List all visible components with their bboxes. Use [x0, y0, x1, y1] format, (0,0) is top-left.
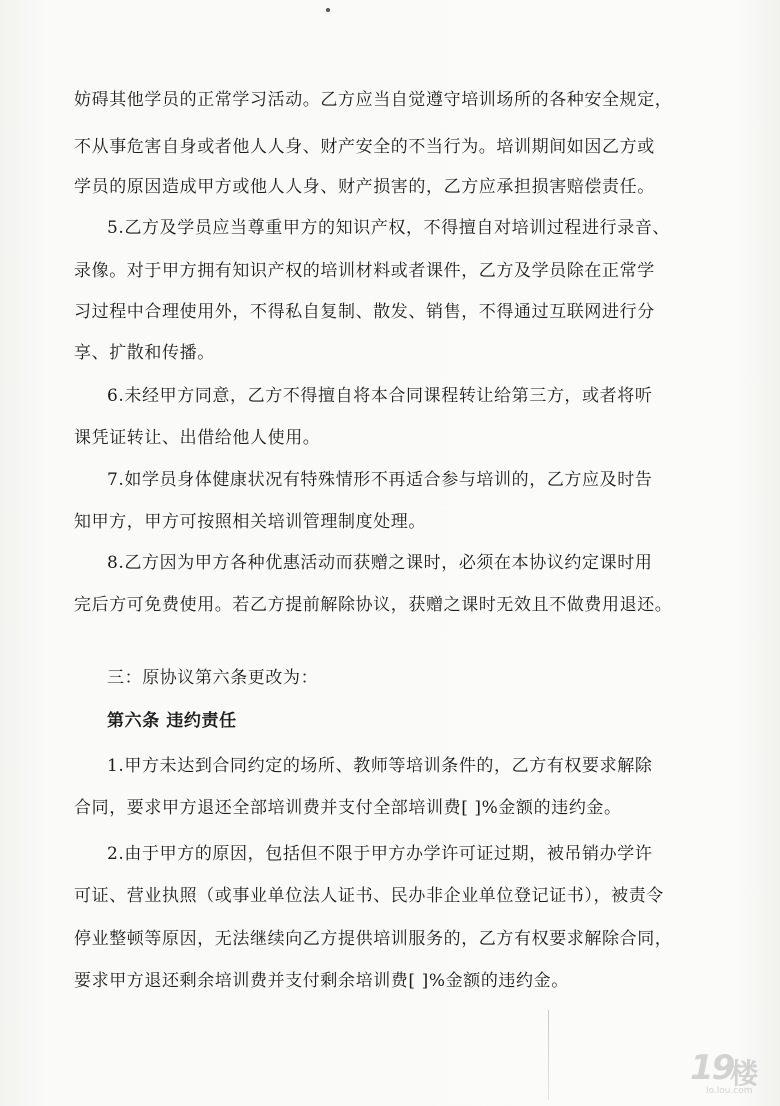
site-watermark	[688, 1046, 768, 1098]
breach-clause-2-line-4: 要求甲方退还剩余培训费并支付剩余培训费[ ]%金额的违约金。	[74, 971, 569, 991]
clause-5-line-2: 录像。对于甲方拥有知识产权的培训材料或者课件，乙方及学员除在正常学	[74, 261, 655, 281]
breach-clause-2-line-3: 停业整顿等原因，无法继续向乙方提供培训服务的，乙方有权要求解除合同，	[74, 929, 673, 949]
watermark-number: 19	[690, 1048, 734, 1088]
paragraph-4-line-3: 不从事危害自身或者他人人身、财产安全的不当行为。培训期间如因乙方或	[74, 137, 655, 157]
clause-5-line-1: 5.乙方及学员应当尊重甲方的知识产权，不得擅自对培训过程进行录音、	[107, 218, 671, 238]
clause-5-line-4: 享、扩散和传播。	[74, 343, 215, 363]
breach-clause-1-line-1: 1.甲方未达到合同约定的场所、教师等培训条件的，乙方有权要求解除	[107, 756, 653, 776]
clause-8-line-1: 8.乙方因为甲方各种优惠活动而获赠之课时，必须在本协议约定课时用	[107, 553, 653, 573]
watermark-char: 楼	[730, 1057, 759, 1090]
breach-clause-2-line-1: 2.由于甲方的原因，包括但不限于甲方办学许可证过期，被吊销办学许	[107, 844, 653, 864]
clause-5-line-3: 习过程中合理使用外，不得私自复制、散发、销售，不得通过互联网进行分	[74, 302, 655, 322]
clause-8-line-2: 完后方可免费使用。若乙方提前解除协议，获赠之课时无效且不做费用退还。	[74, 595, 673, 615]
breach-clause-2-line-2: 可证、营业执照（或事业单位法人证书、民办非企业单位登记证书），被责令	[74, 886, 664, 906]
paragraph-4-line-4: 学员的原因造成甲方或他人人身、财产损害的，乙方应承担损害赔偿责任。	[74, 177, 655, 197]
page-fold-mark	[548, 1010, 549, 1100]
article-six-title: 第六条 违约责任	[107, 711, 237, 731]
section-three-heading: 三：原协议第六条更改为：	[107, 668, 319, 688]
clause-6-line-1: 6.未经甲方同意，乙方不得擅自将本合同课程转让给第三方，或者将听	[107, 386, 653, 406]
clause-7-line-2: 知甲方，甲方可按照相关培训管理制度处理。	[74, 512, 426, 532]
paragraph-4-line-2: 妨碍其他学员的正常学习活动。乙方应当自觉遵守培训场所的各种安全规定，	[74, 90, 673, 110]
watermark-url: lo.lou.com	[706, 1086, 753, 1096]
scan-speck	[326, 8, 330, 12]
clause-6-line-2: 课凭证转让、出借给他人使用。	[74, 428, 321, 448]
clause-7-line-1: 7.如学员身体健康状况有特殊情形不再适合参与培训的，乙方应及时告	[107, 470, 653, 490]
breach-clause-1-line-2: 合同，要求甲方退还全部培训费并支付全部培训费[ ]%金额的违约金。	[74, 798, 622, 818]
